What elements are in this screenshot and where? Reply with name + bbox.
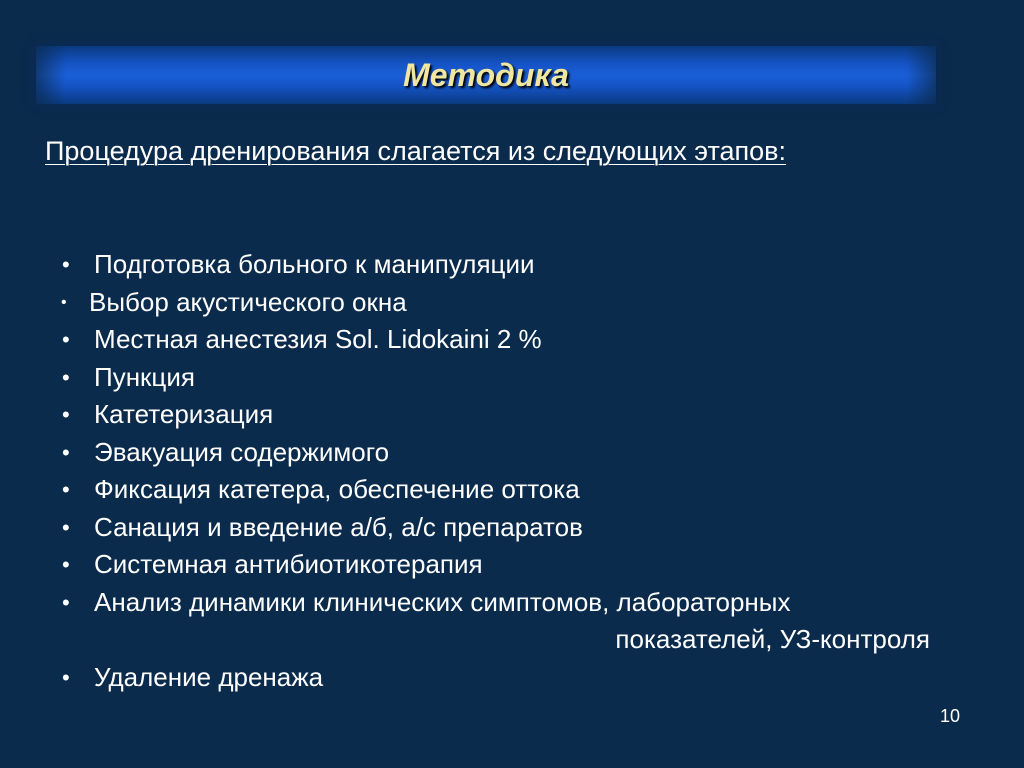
slide-subtitle: Процедура дренирования слагается из следующих этапов: (45, 136, 787, 166)
steps-list (60, 246, 940, 696)
bullet-icon: • (62, 402, 70, 427)
list-item-text: Пункция (94, 361, 195, 392)
list-item-text: Выбор акустического окна (89, 286, 407, 317)
bullet-icon: • (62, 327, 70, 352)
bullet-icon: • (61, 293, 67, 311)
list-item-text: Удаление дренажа (94, 661, 324, 692)
bullet-icon: • (62, 514, 70, 540)
list-item (60, 509, 940, 547)
list-item (60, 659, 940, 697)
list-item (60, 284, 940, 322)
bullet-icon: • (62, 252, 70, 277)
list-item-continuation: показателей, УЗ-контроля (615, 624, 930, 654)
list-item (60, 359, 940, 397)
bullet-icon: • (62, 439, 70, 465)
bullet-icon: • (62, 664, 70, 690)
slide-title: Методика (403, 57, 569, 93)
list-item-text: Анализ динамики клинических симптомов, лабораторных (94, 586, 791, 617)
list-item (60, 584, 940, 659)
list-item (60, 321, 940, 359)
list-item-text: Эвакуация содержимого (94, 436, 390, 467)
list-item-text: Местная анестезия Sol. Lidokaini 2 % (94, 324, 542, 354)
list-item-text: Системная антибиотикотерапия (94, 549, 483, 579)
list-item (60, 434, 940, 472)
list-item (60, 396, 940, 434)
list-item-text: Фиксация катетера, обеспечение оттока (94, 474, 580, 504)
bullet-icon: • (62, 364, 70, 390)
bullet-icon: • (62, 477, 70, 502)
bullet-icon: • (62, 589, 70, 615)
bullet-icon: • (62, 552, 70, 577)
list-item (60, 546, 940, 584)
page-number: 10 (939, 706, 961, 726)
list-item (60, 246, 940, 284)
list-item-text: Катетеризация (94, 399, 274, 429)
list-item-text: Подготовка больного к манипуляции (94, 249, 535, 279)
list-item-text: Санация и введение а/б, а/с препаратов (94, 511, 583, 542)
list-item (60, 471, 940, 509)
